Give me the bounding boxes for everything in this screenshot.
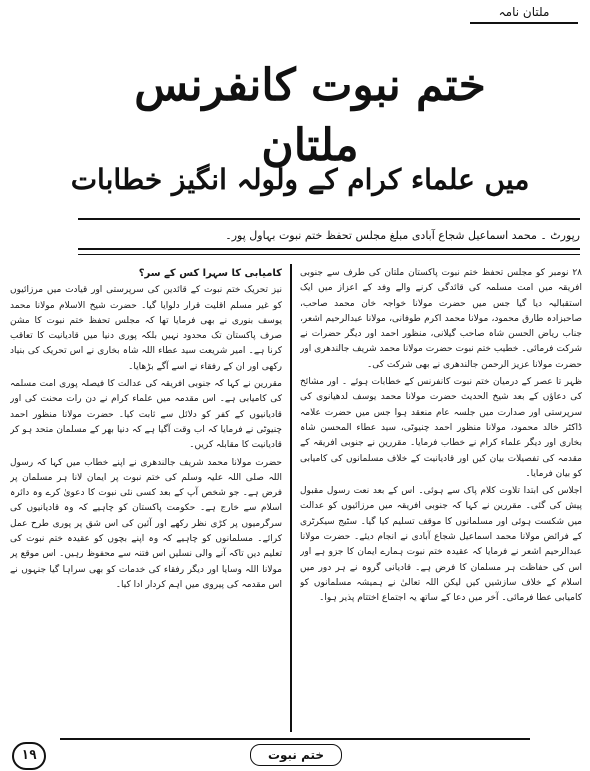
right-paragraph: ظہر تا عصر کے درمیان ختم نبوت کانفرنس کے خطابات ہوئے ۔ اور مشائخ کی دعاؤں کے بعد شیخ الحدیث حضرت مولانا محمد یوسف لدھیانوی کی سرپرستی اور صدارت میں جلسہ عام منعقد ہوا جس میں حضرت علامہ ڈاکٹر خالد محمود، مولانا منظور احمد چنیوٹی، سید عطاء المحسن شاہ بخاری اور دیگر علماء کرام نے خطاب فرمایا۔ مقررین نے جنوبی افریقہ کے مقدمہ کی تفصیلات بیان کیں اور قادیانیت کے خلاف مسلمانوں کی کامیابی کو بیان فرمایا۔ (300, 377, 582, 479)
column-divider (290, 264, 292, 732)
headline: ختم نبوت کانفرنس ملتان (134, 60, 486, 171)
rule-under-byline (78, 248, 580, 250)
left-column (10, 266, 282, 728)
rule-under-byline-thin (78, 254, 580, 255)
right-column (300, 266, 582, 728)
running-head: ملتان نامہ (470, 4, 578, 24)
left-paragraph: حضرت مولانا محمد شریف جالندھری نے اپنے خطاب میں کہا کہ رسول اللہ صلی اللہ علیہ وسلم کی ختم نبوت پر ایمان لانا ہر مسلمان پر فرض ہے۔ جو شخص آپ کے بعد کسی نئی نبوت کا دعویٰ کرے وہ دائرہ اسلام سے خارج ہے۔ حکومت پاکستان کو چاہیے کہ وہ قادیانیوں کی سرگرمیوں پر کڑی نظر رکھے اور آئین کی اس شق پر پوری طرح عمل کرائے۔ مسلمانوں کو چاہیے کہ وہ اپنے بچوں کو عقیدہ ختم نبوت کی تعلیم دیں تاکہ آنے والی نسلیں اس فتنہ سے محفوظ رہیں۔ اس موقع پر مولانا اللہ وسایا اور دیگر رفقاء کی خدمات کو بھی سراہا گیا جنہوں نے اس مقدمہ کی پیروی میں اہم کردار ادا کیا۔ (10, 457, 282, 590)
left-paragraph: نیز تحریک ختم نبوت کے قائدین کی سرپرستی اور قیادت میں مرزائیوں کو غیر مسلم اقلیت قرار دلوایا گیا۔ حضرت شیخ الاسلام مولانا محمد یوسف بنوری نے بھی فرمایا تھا کہ مجلس تحفظ ختم نبوت کا مشن صرف پاکستان تک محدود نہیں بلکہ پوری دنیا میں قادیانیت کا تعاقب کرنا ہے۔ امیر شریعت سید عطاء اللہ شاہ بخاری نے اس تحریک کی بنیاد رکھی اور ان کے رفقاء نے اسے آگے بڑھایا۔ (10, 285, 282, 372)
subheadline: میں علماء کرام کے ولولہ انگیز خطابات (70, 163, 530, 196)
page-number: ۱۹ (12, 742, 46, 770)
right-paragraph: اجلاس کی ابتدا تلاوت کلام پاک سے ہوئی۔ اس کے بعد نعت رسول مقبول پیش کی گئی۔ مقررین نے کہا کہ جنوبی افریقہ میں مرزائیوں کو عدالت میں شکست ہوئی اور مسلمانوں کا موقف تسلیم کیا گیا۔ سٹیج سیکرٹری کے فرائض مولانا محمد اسماعیل شجاع آبادی نے انجام دیئے۔ حضرت مولانا عبدالرحیم اشعر نے فرمایا کہ عقیدہ ختم نبوت ہمارے ایمان کا جزو ہے اور اس کی حفاظت ہر مسلمان کا فرض ہے۔ قادیانی گروہ نے ہر دور میں اسلام کے خلاف سازشیں کیں لیکن اللہ تعالیٰ نے ہمیشہ مسلمانوں کو کامیابی عطا فرمائی۔ آخر میں دعا کے ساتھ یہ اجتماع اختتام پذیر ہوا۔ (300, 486, 582, 604)
footer-rule (60, 738, 530, 740)
left-paragraph: مقررین نے کہا کہ جنوبی افریقہ کی عدالت کا فیصلہ پوری امت مسلمہ کی کامیابی ہے۔ اس مقدمہ میں علماء کرام نے دن رات محنت کی اور قادیانیوں کے کفر کو دلائل سے ثابت کیا۔ حضرت مولانا منظور احمد چنیوٹی نے فرمایا کہ اب وقت آگیا ہے کہ دنیا بھر کے مسلمان متحد ہو کر قادیانیت کا مقابلہ کریں۔ (10, 379, 282, 451)
footer-brand: ختم نبوت (250, 744, 342, 766)
right-paragraph: ۲۸ نومبر کو مجلس تحفظ ختم نبوت پاکستان ملتان کی طرف سے جنوبی افریقہ میں امت مسلمہ کی قائدگی کرنے والے وفد کے اعزاز میں ایک استقبالیہ دیا گیا جس میں حضرت مولانا خواجہ خان محمد صاحب، صاحبزادہ طارق محمود، مولانا محمد اکرم طوفانی، مولانا عبدالرحیم اشعر، جناب ریاض الحسن شاہ صاحب گیلانی، منظور احمد اور دیگر حضرات نے شرکت فرمائی۔ خطیب ختم نبوت حضرت مولانا محمد شریف جالندھری اور حضرت مولانا عزیز الرحمن جالندھری نے بھی شرکت کی۔ (300, 268, 582, 370)
rule-top (78, 218, 580, 220)
left-subhead: کامیابی کا سہرا کس کے سر؟ (138, 268, 282, 279)
byline: رپورٹ ۔ محمد اسماعیل شجاع آبادی مبلغ مجلس تحفظ ختم نبوت بہاول پور۔ (225, 229, 580, 242)
